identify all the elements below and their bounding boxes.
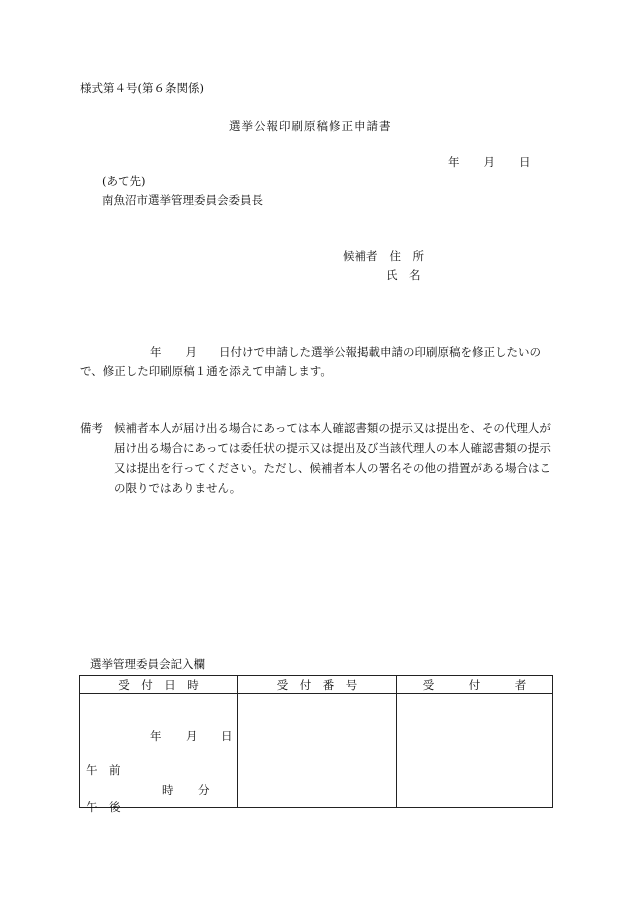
form-number: 様式第４号(第６条関係)	[80, 81, 204, 95]
candidate-name-label: 氏 名	[386, 268, 421, 282]
addressee-label: (あて先)	[102, 174, 146, 188]
cell-am-label: 午 前	[86, 763, 121, 777]
application-body	[80, 343, 556, 381]
committee-table-caption: 選挙管理委員会記入欄	[90, 657, 205, 671]
body-year-label: 年	[150, 345, 162, 359]
remarks-label: 備考	[80, 421, 103, 435]
header-reception-datetime: 受 付 日 時	[80, 676, 238, 694]
cell-year-label: 年	[150, 729, 162, 743]
reception-number-cell[interactable]	[238, 694, 397, 808]
remarks	[80, 418, 558, 498]
header-receiver: 受 付 者	[397, 676, 553, 694]
body-text: 日付けで申請した選挙公報掲載申請の印刷原稿を修正したいので、修正した印刷原稿１通を添えて申請します。	[80, 345, 541, 378]
date-month-label: 月	[483, 155, 495, 169]
date-day-label: 日	[519, 155, 531, 169]
document-title: 選挙公報印刷原稿修正申請書	[229, 119, 392, 133]
cell-pm-label: 午 後	[86, 800, 121, 814]
addressee-name: 南魚沼市選挙管理委員会委員長	[102, 193, 263, 207]
cell-hour-label: 時	[162, 783, 174, 797]
cell-minute-label: 分	[198, 783, 210, 797]
cell-month-label: 月	[186, 729, 198, 743]
application-date	[448, 157, 531, 169]
body-month-label: 月	[185, 345, 197, 359]
cell-day-label: 日	[221, 729, 233, 743]
reception-datetime-cell[interactable]	[80, 694, 238, 814]
candidate-role: 候補者	[343, 249, 378, 263]
receiver-cell[interactable]	[397, 694, 553, 808]
remarks-text: 候補者本人が届け出る場合にあっては本人確認書類の提示又は提出を、その代理人が届け出る場合にあっては委任状の提示又は提出及び当該代理人の本人確認書類の提示又は提出を行ってください。ただし、候補者本人の署名その他の措置がある場合はこの限りではありません。	[114, 421, 551, 495]
header-reception-number: 受 付 番 号	[238, 676, 397, 694]
date-year-label: 年	[448, 155, 460, 169]
candidate-address-line	[343, 251, 424, 263]
committee-table	[79, 675, 553, 814]
candidate-address-label: 住 所	[389, 249, 424, 263]
